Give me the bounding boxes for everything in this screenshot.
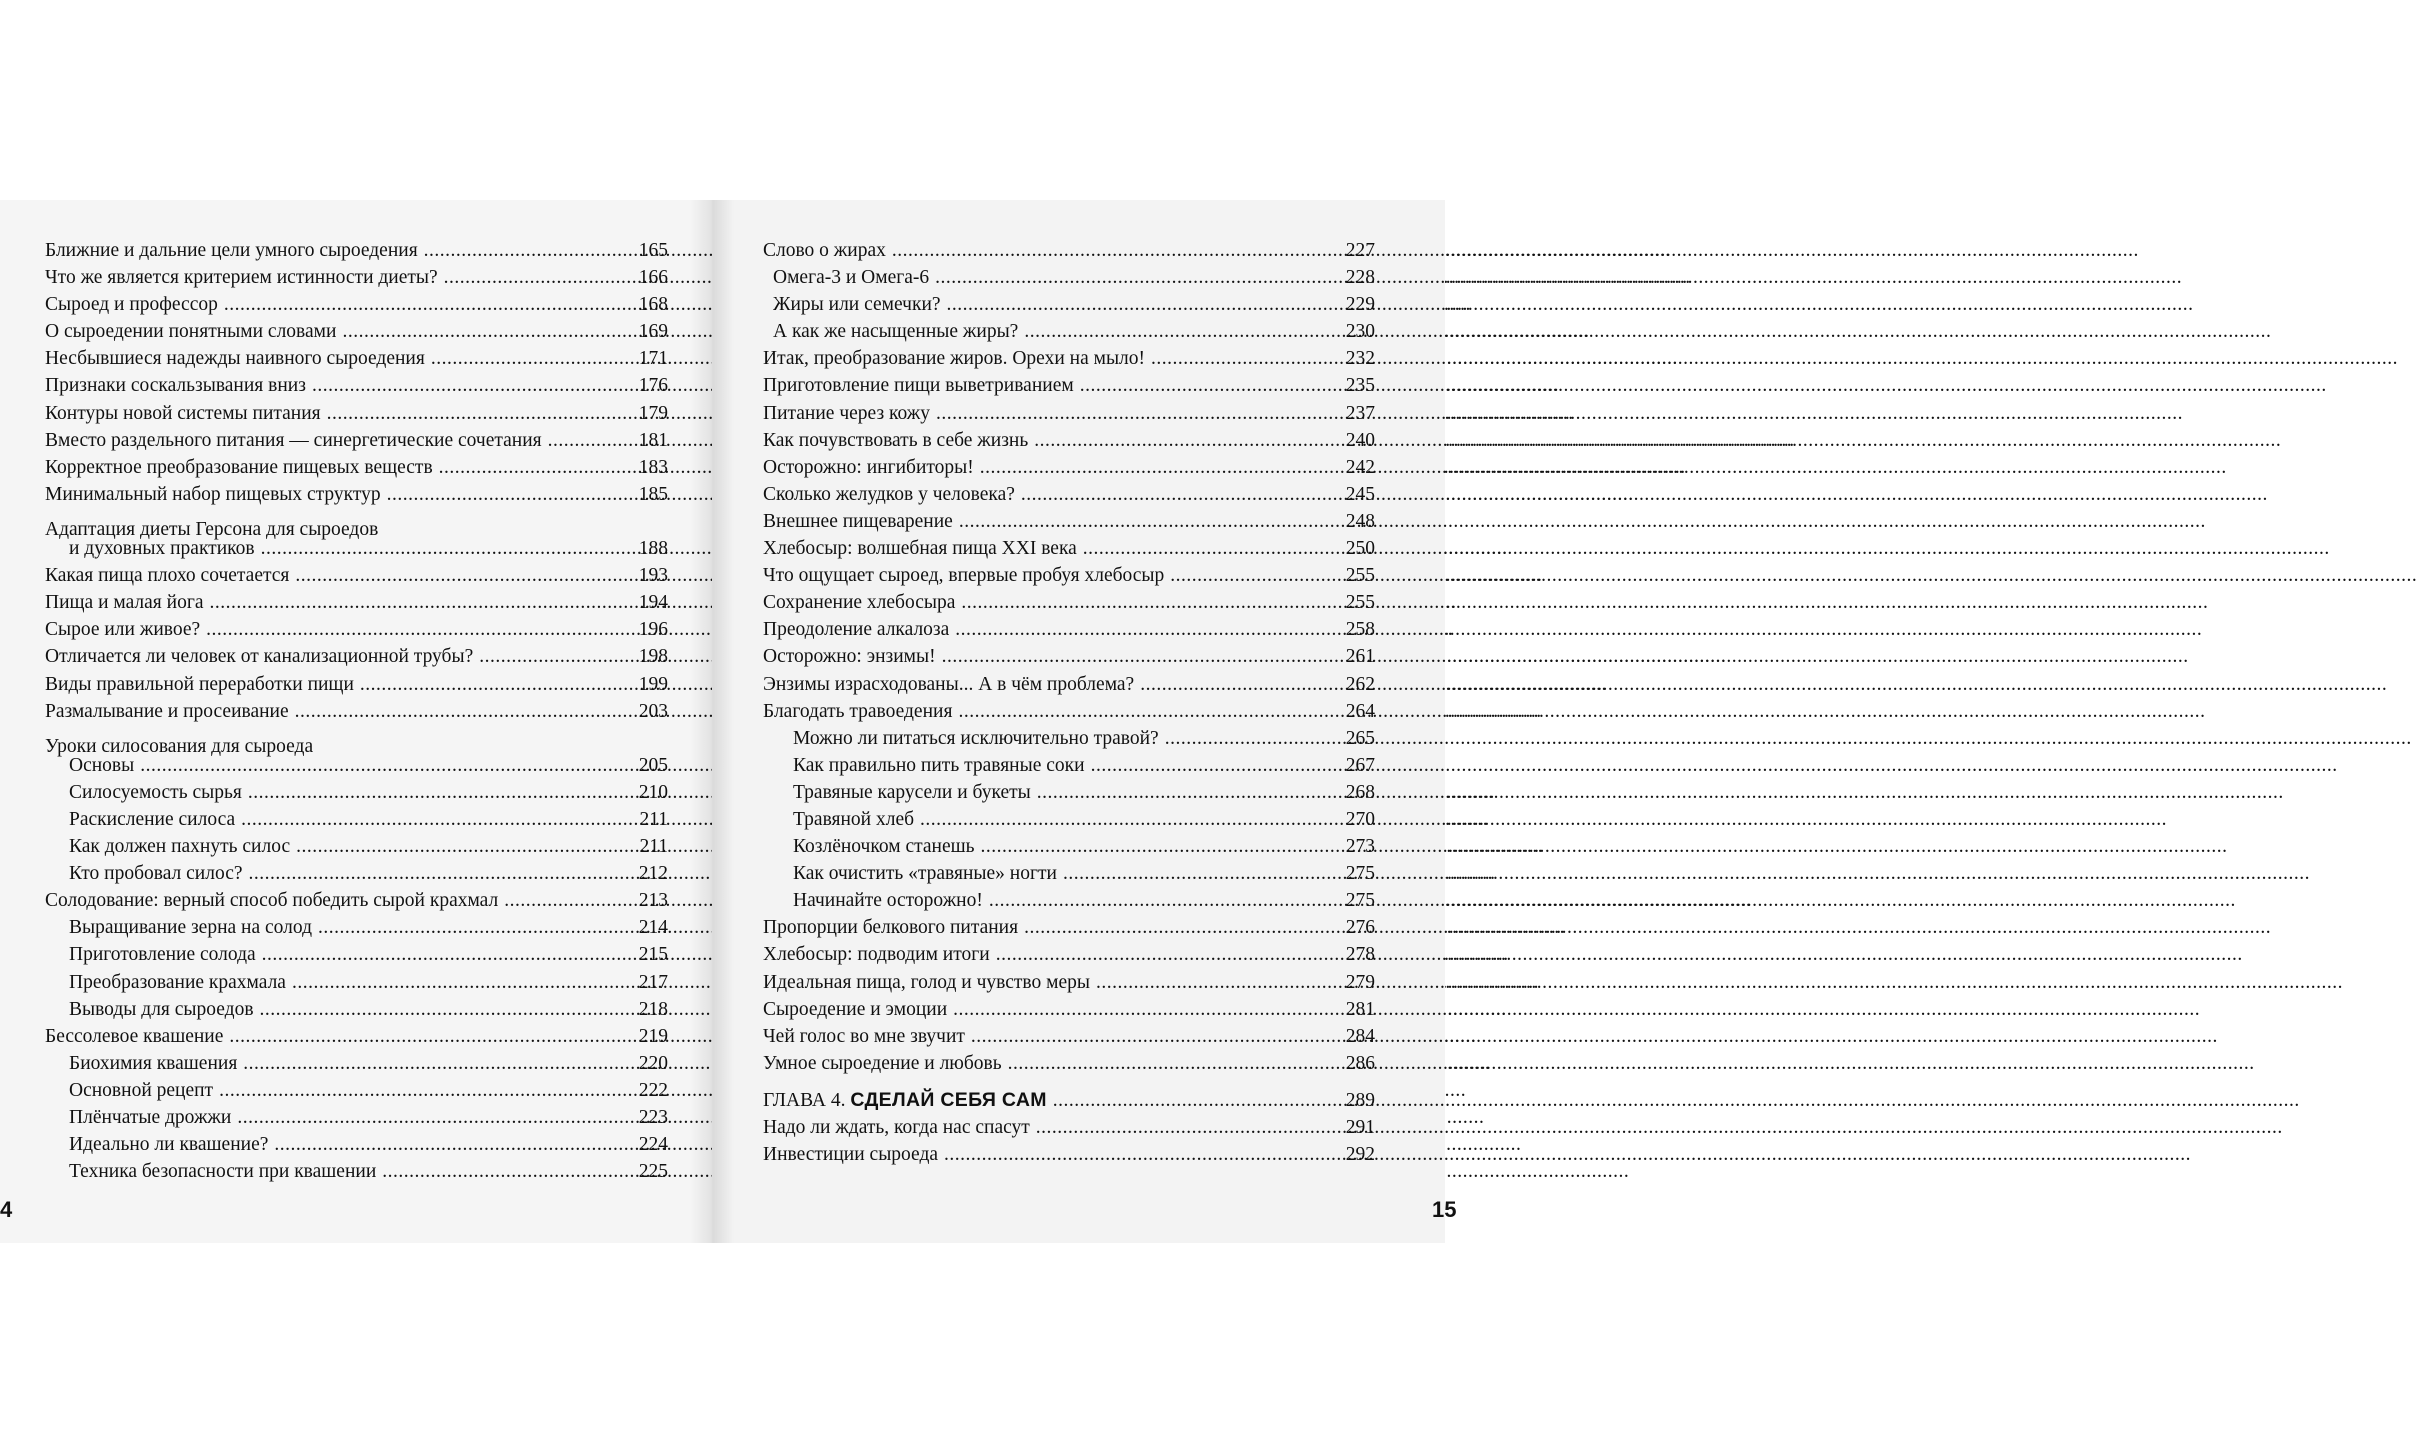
dot-leader [504,887,637,914]
dot-leader [296,833,637,860]
dot-leader [1083,535,1344,562]
toc-entry-title: Раскисление силоса [69,808,236,830]
dot-leader [1140,671,1344,698]
dot-leader [1170,562,1343,589]
toc-entry-title: Выводы для сыроедов [69,998,254,1020]
toc-entry-page: 168 [638,294,668,316]
toc-entry-page: 171 [638,348,668,370]
toc-entry-title: Адаптация диеты Герсона для сыроедов [45,518,379,540]
toc-entry [37,643,668,670]
dot-leader [219,1077,637,1104]
toc-entry [37,318,668,345]
dot-leader [292,969,637,996]
dot-leader [206,616,637,643]
dot-leader [439,454,637,481]
toc-entry [37,616,668,643]
toc-entry [37,752,668,779]
toc-entry [763,1050,1375,1077]
toc-entry-title: Размалывание и просеивание [45,700,289,722]
toc-entry-title: Хлебосыр: волшебная пища XXI века [763,538,1077,560]
toc-entry-title: Идеальная пища, голод и чувство меры [763,971,1090,993]
toc-entry-page: 194 [638,592,668,614]
toc-entry-title: Сохранение хлебосыра [763,592,956,614]
dot-leader [360,671,637,698]
dot-leader [295,698,637,725]
toc-entry-title: Корректное преобразование пищевых веществ [45,456,433,478]
toc-entry-page: 215 [638,944,668,966]
toc-entry [37,806,668,833]
toc-entry-page: 199 [638,673,668,695]
toc-entry [763,833,1375,860]
toc-entry [763,860,1375,887]
toc-entry-page: 237 [1345,402,1375,424]
dot-leader [262,941,637,968]
dot-leader [1034,427,1344,454]
toc-entry-page: 210 [638,781,668,803]
dot-leader [431,345,637,372]
dot-leader [295,562,636,589]
dot-leader [981,833,1344,860]
dot-leader [1053,1087,1344,1114]
toc-entry-title: Кто пробовал силос? [69,863,243,885]
dot-leader [947,291,1344,318]
toc-entry-page: 261 [1345,646,1375,668]
chapter-page: 289 [1345,1089,1375,1111]
toc-entry [37,1023,668,1050]
toc-entry [37,1131,668,1158]
dot-leader [342,318,636,345]
dot-leader [961,589,1343,616]
dot-leader [980,454,1344,481]
toc-entry [37,345,668,372]
toc-entry-page: 217 [638,971,668,993]
dot-leader [274,1131,636,1158]
toc-entry [763,725,1375,752]
toc-entry [37,427,668,454]
toc-entry-title: Внешнее пищеварение [763,510,953,532]
toc-entry [37,996,668,1023]
toc-entry-page: 185 [638,483,668,505]
toc-entry-page: 176 [638,375,668,397]
dot-leader [243,1050,636,1077]
dot-leader [996,941,1344,968]
toc-entry-title: Что ощущает сыроед, впервые пробуя хлебосыр [763,565,1165,587]
toc-entry [37,508,668,540]
toc-entry-page: 196 [638,619,668,641]
toc-entry-title: Травяной хлеб [793,808,915,830]
toc-entry-page: 235 [1345,375,1375,397]
toc-entry [763,264,1375,291]
left-page-number: 4 [0,1197,13,1222]
toc-entry-page: 230 [1345,321,1375,343]
dot-leader [1037,779,1344,806]
toc-entry [763,535,1375,562]
chapter-title [763,1087,1047,1114]
toc-entry-page: 279 [1345,971,1375,993]
toc-entry-page: 248 [1345,510,1375,532]
toc-entry-title: Биохимия квашения [69,1052,238,1074]
toc-entry-title: Минимальный набор пищевых структур [45,483,381,505]
toc-entry-page: 203 [638,700,668,722]
toc-entry-title: Идеально ли квашение? [69,1134,269,1156]
toc-entry [763,941,1375,968]
toc-entry [37,291,668,318]
toc-entry-title: Что же является критерием истинности диеты? [45,267,438,289]
toc-entry-title: Техника безопасности при квашении [69,1161,377,1183]
dot-leader [936,400,1344,427]
toc-entry-page: 218 [638,998,668,1020]
toc-entry [763,400,1375,427]
toc-entry-page: 262 [1345,673,1375,695]
toc-entry-page: 165 [638,240,668,261]
dot-leader [958,698,1343,725]
left-page [0,200,712,1243]
toc-entry-title: Силосуемость сырья [69,781,242,803]
dot-leader [989,887,1344,914]
toc-entry [763,237,1375,264]
toc-entry [763,291,1375,318]
dot-leader [382,1158,637,1185]
toc-entry [763,481,1375,508]
toc-entry-page: 291 [1345,1117,1375,1138]
toc-entry-page: 223 [638,1107,668,1128]
toc-entry-title: Как должен пахнуть силос [69,836,291,858]
toc-entry-title: Инвестиции сыроеда [763,1144,939,1166]
toc-entry-title: Травяные карусели и букеты [793,781,1031,803]
toc-entry-page: 276 [1345,917,1375,939]
toc-entry [37,1104,668,1131]
dot-leader [248,779,637,806]
dot-leader [1024,318,1343,345]
toc-entry [37,400,668,427]
toc-entry-page: 212 [638,863,668,885]
toc-entry-page: 211 [639,808,668,830]
toc-entry [763,562,1375,589]
dot-leader [959,508,1344,535]
toc-entry [763,589,1375,616]
toc-entry-page: 270 [1345,808,1375,830]
dot-leader [224,291,637,318]
toc-entry-page: 219 [638,1025,668,1047]
dot-leader [1080,372,1344,399]
book-spread [0,200,1457,1243]
toc-entry [37,941,668,968]
dot-leader [971,1023,1344,1050]
toc-entry [763,698,1375,725]
toc-entry [763,643,1375,670]
toc-entry-title: Сыроед и профессор [45,294,218,316]
dot-leader [1036,1114,1344,1141]
toc-entry [37,1050,668,1077]
toc-entry-page: 250 [1345,538,1375,560]
toc-entry-title: Признаки соскальзывания вниз [45,375,306,397]
toc-entry [37,589,668,616]
dot-leader [955,616,1343,643]
toc-entry-page: 179 [638,402,668,424]
dot-leader [1151,345,1344,372]
left-toc-list [37,237,668,1185]
toc-entry-title: Козлёночком станешь [793,836,975,858]
toc-entry-title: Жиры или семечки? [773,294,941,316]
dot-leader [237,1104,636,1131]
toc-entry-page: 275 [1345,863,1375,885]
toc-entry-page: 183 [638,456,668,478]
toc-entry-page: 214 [638,917,668,939]
toc-entry-title: Начинайте осторожно! [793,890,983,912]
toc-entry-title: Пропорции белкового питания [763,917,1019,939]
toc-entry-title: Слово о жирах [763,240,886,261]
toc-entry [37,887,668,914]
toc-entry [37,969,668,996]
dot-leader [1021,481,1344,508]
toc-entry-page: 275 [1345,890,1375,912]
dot-leader [935,264,1344,291]
dot-leader [241,806,637,833]
toc-entry-title: Хлебосыр: подводим итоги [763,944,990,966]
toc-entry-page: 292 [1345,1144,1375,1166]
dot-leader [318,914,637,941]
toc-entry [37,860,668,887]
toc-entry-title: Солодование: верный способ победить сырой крахмал [45,890,499,912]
toc-entry-title: и духовных практиков [69,538,255,560]
toc-entry-title: Ближние и дальние цели умного сыроедения [45,240,418,261]
toc-entry [37,1077,668,1104]
toc-entry [763,969,1375,996]
right-page-number: 15 [1432,1197,1457,1222]
toc-entry-page: 166 [638,267,668,289]
toc-entry-title: Вместо раздельного питания — синергетические сочетания [45,429,542,451]
dot-leader [548,427,637,454]
toc-entry-title: Приготовление пищи выветриванием [763,375,1074,397]
dot-leader [249,860,637,887]
toc-entry-title: Пища и малая йога [45,592,204,614]
toc-entry [763,887,1375,914]
toc-entry-title: Основной рецепт [69,1079,214,1101]
dot-leader [229,1023,636,1050]
toc-entry-title: Уроки силосования для сыроеда [45,735,314,757]
toc-entry-title: Энзимы израсходованы... А в чём проблема? [763,673,1135,695]
toc-entry-page: 227 [1345,240,1375,261]
toc-entry-title: Бессолевое квашение [45,1025,224,1047]
toc-entry-page: 242 [1345,456,1375,478]
toc-entry-title: Виды правильной переработки пищи [45,673,354,695]
right-toc-list [763,237,1375,1168]
dot-leader [1024,914,1344,941]
dot-leader [444,264,637,291]
toc-entry [763,318,1375,345]
toc-entry-title: Плёнчатые дрожжи [69,1107,232,1128]
dot-leader [319,725,666,752]
chapter-prefix: ГЛАВА 4. [763,1089,846,1111]
toc-entry-page: 193 [638,565,668,587]
toc-entry-title: Как правильно пить травяные соки [793,754,1085,776]
dot-leader [140,752,637,779]
toc-entry-title: Чей голос во мне звучит [763,1025,965,1047]
toc-entry [763,427,1375,454]
toc-entry-title: Приготовление солода [69,944,256,966]
toc-entry [763,1114,1375,1141]
toc-entry [37,671,668,698]
toc-entry-page: 213 [638,890,668,912]
toc-entry-page: 198 [638,646,668,668]
toc-entry-title: Итак, преобразование жиров. Орехи на мыло! [763,348,1146,370]
toc-entry [763,914,1375,941]
toc-entry-page: 255 [1345,565,1375,587]
dot-leader [261,535,637,562]
toc-entry-page: 273 [1345,836,1375,858]
toc-entry-title: Преобразование крахмала [69,971,286,993]
toc-entry-title: Сколько желудков у человека? [763,483,1015,505]
toc-entry-page: 284 [1345,1025,1375,1047]
toc-entry-page: 169 [638,321,668,343]
toc-entry [763,1141,1375,1168]
toc-entry-page: 188 [638,538,668,560]
toc-entry-title: Благодать травоедения [763,700,953,722]
toc-entry-title: А как же насыщенные жиры? [773,321,1019,343]
toc-entry-title: Как очистить «травяные» ногти [793,863,1057,885]
book-gutter [690,200,734,1243]
toc-entry-page: 211 [639,836,668,858]
toc-entry-page: 278 [1345,944,1375,966]
toc-entry-title: Питание через кожу [763,402,930,424]
toc-entry-page: 264 [1345,700,1375,722]
dot-leader [892,237,1344,264]
toc-entry-title: Надо ли ждать, когда нас спасут [763,1117,1030,1138]
toc-entry-title: Умное сыроедение и любовь [763,1052,1002,1074]
toc-entry [37,1158,668,1185]
toc-entry-page: 224 [638,1134,668,1156]
toc-entry-page: 232 [1345,348,1375,370]
dot-leader [327,400,637,427]
toc-entry [37,725,668,757]
toc-entry-title: Несбывшиеся надежды наивного сыроедения [45,348,425,370]
toc-entry-title: Преодоление алкалоза [763,619,950,641]
toc-entry-title: Основы [69,754,135,776]
toc-entry-page: 181 [638,429,668,451]
toc-entry [37,535,668,562]
toc-entry-title: Осторожно: ингибиторы! [763,456,974,478]
chapter-name: СДЕЛАЙ СЕБЯ САМ [850,1088,1047,1111]
toc-entry [37,779,668,806]
toc-entry-page: 286 [1345,1052,1375,1074]
toc-entry [763,345,1375,372]
dot-leader [209,589,636,616]
toc-entry-page: 240 [1345,429,1375,451]
toc-entry-page: 205 [638,754,668,776]
toc-entry [763,806,1375,833]
dot-leader [384,508,666,535]
toc-entry [763,508,1375,535]
toc-entry [37,264,668,291]
dot-leader [312,372,637,399]
toc-entry [37,372,668,399]
dot-leader [953,996,1344,1023]
dot-leader [424,237,637,264]
dot-leader [387,481,637,508]
toc-entry-title: Отличается ли человек от канализационной трубы? [45,646,474,668]
toc-entry-page: 225 [638,1161,668,1183]
toc-entry-page: 255 [1345,592,1375,614]
toc-entry-page: 268 [1345,781,1375,803]
toc-entry-title: Сырое или живое? [45,619,201,641]
toc-entry [763,996,1375,1023]
toc-entry [763,616,1375,643]
toc-entry-page: 229 [1345,294,1375,316]
toc-entry-page: 267 [1345,754,1375,776]
dot-leader [1063,860,1344,887]
toc-entry [763,372,1375,399]
toc-entry [37,237,668,264]
toc-entry [37,698,668,725]
toc-entry-page: 281 [1345,998,1375,1020]
toc-entry [37,914,668,941]
dot-leader [920,806,1344,833]
dot-leader [1008,1050,1344,1077]
toc-entry [37,833,668,860]
dot-leader [944,1141,1344,1168]
chapter-heading [763,1087,1375,1114]
toc-entry-title: Как почувствовать в себе жизнь [763,429,1029,451]
toc-entry-title: Сыроедение и эмоции [763,998,948,1020]
toc-entry [37,481,668,508]
toc-entry-title: Можно ли питаться исключительно травой? [793,727,1159,749]
toc-entry [37,562,668,589]
toc-entry [763,779,1375,806]
toc-entry-title: Какая пища плохо сочетается [45,565,290,587]
toc-entry [763,454,1375,481]
dot-leader [1091,752,1344,779]
toc-entry-title: Осторожно: энзимы! [763,646,936,668]
toc-entry-title: Контуры новой системы питания [45,402,321,424]
dot-leader [942,643,1344,670]
toc-entry-page: 258 [1345,619,1375,641]
toc-entry-title: Выращивание зерна на солод [69,917,312,939]
dot-leader [479,643,637,670]
toc-entry-page: 245 [1345,483,1375,505]
dot-leader [1096,969,1344,996]
toc-entry [763,752,1375,779]
toc-entry-page: 228 [1345,267,1375,289]
toc-entry [763,1023,1375,1050]
toc-entry [37,454,668,481]
toc-entry [763,671,1375,698]
dot-leader [260,996,637,1023]
toc-entry-page: 220 [638,1052,668,1074]
toc-entry-title: Омега-3 и Омега-6 [773,267,930,289]
dot-leader [1165,725,1344,752]
toc-entry-page: 222 [638,1079,668,1101]
toc-entry-page: 265 [1345,727,1375,749]
toc-entry-title: О сыроедении понятными словами [45,321,337,343]
